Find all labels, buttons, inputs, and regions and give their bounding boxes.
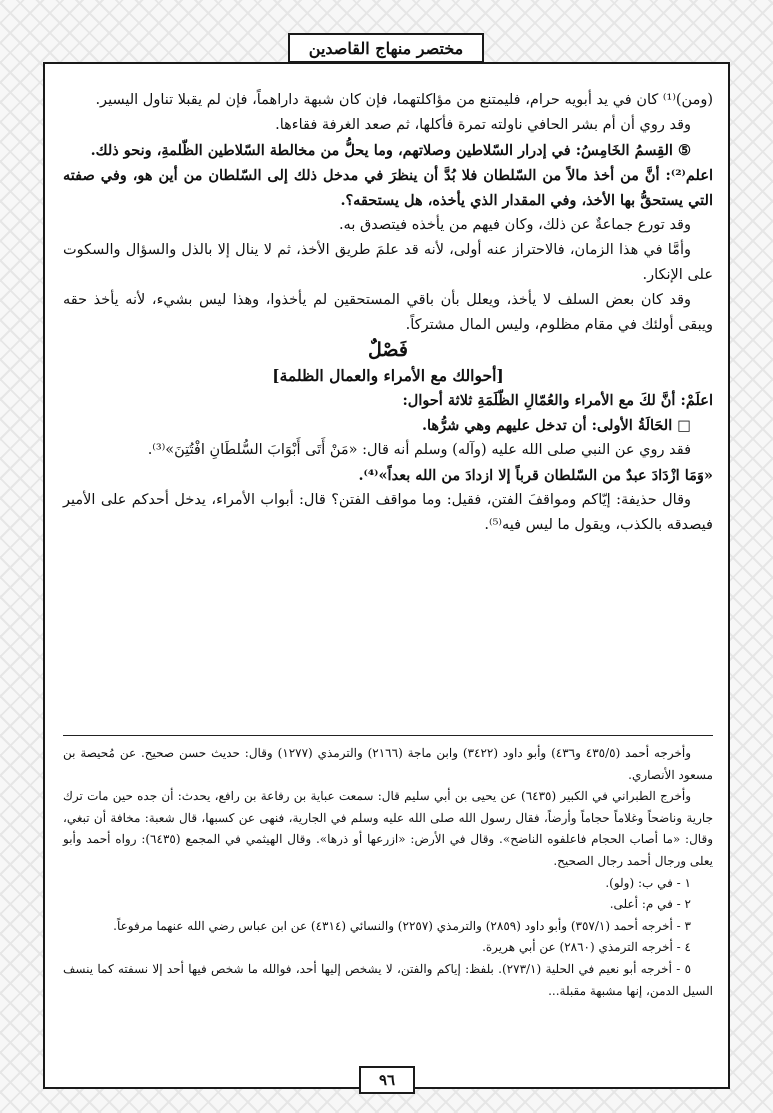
main-text — [63, 88, 713, 538]
footnote: ٣ - أخرجه أحمد (٣٥٧/١) وأبو داود (٢٨٥٩) والترمذي (٢٢٥٧) والنسائي (٤٣١٤) عن ابن عباس رضي الله عنهما مرفوعاً. — [113, 918, 691, 933]
running-header — [288, 33, 484, 63]
footnotes — [63, 743, 713, 1002]
paragraph: وأمَّا في هذا الزمان، فالاحتراز عنه أولى، لأنه قد علمَ طريق الأخذ، ثم لا ينال إلا بالذل والسؤال والسكوت على الإنكار. — [63, 242, 713, 283]
paragraph: وقد كان بعض السلف لا يأخذ، ويعلل بأن باقي المستحقين لم يأخذوا، وهذا ليس بشيء، لأنه يأخذ حقه ويبقى أولئك في مقام مظلوم، وليس المال مشتركاً. — [63, 292, 713, 333]
paragraph: اعلَمْ: أنَّ لكَ مع الأمراء والعُمّالِ الظّلَمَةِ ثلاثة أحوال: — [402, 392, 713, 409]
footnote-separator — [63, 735, 713, 736]
section-subtitle: [أحوالك مع الأمراء والعمال الظلمة] — [272, 366, 504, 385]
paragraph: «وَمَا ازْدَادَ عبدٌ من السّلطان قرباً إلا ازدادَ من الله بعداً»⁽⁴⁾. — [358, 467, 713, 484]
paragraph: وقال حذيفة: إيّاكم ومواقفَ الفتن، فقيل: وما مواقف الفتن؟ قال: أبواب الأمراء، يدخل أحدكم على الأمير فيصدقه بالكذب، ويقول ما ليس فيه⁽⁵⁾. — [63, 492, 713, 533]
page-number-box — [359, 1066, 415, 1094]
paragraph: وقد روي أن أم بشر الحافي ناولته تمرة فأكلها، ثم صعد الغرفة فقاءها. — [275, 117, 691, 133]
section-heading: فَصْلٌ — [368, 339, 408, 361]
footnote: ٢ - في م: أعلى. — [609, 897, 691, 912]
footnote: ٥ - أخرجه أبو نعيم في الحلية (٢٧٣/١). بلفظ: إياكم والفتن، لا يشخص إليها أحد، فوالله ما شخص فيها أحد إلا نسفته كما ينسف السيل الدمن، إنها مشبهة مقبلة... — [63, 961, 713, 998]
paragraph: □ الحَالَةُ الأولى: أن تدخل عليهم وهي شرُّها. — [421, 417, 691, 434]
footnote: ٤ - أخرجه الترمذي (٢٨٦٠) عن أبي هريرة. — [482, 940, 691, 955]
paragraph: اعلم⁽²⁾: أنَّ من أخذ مالاً من السّلطان فلا بُدَّ أن ينظرَ في مدخل ذلك إلى السّلطان من أين هو، وفي صفته التي يستحقُّ بها الأخذ، وفي المقدار الذي يأخذه، هل يستحقه؟. — [63, 167, 713, 209]
page-number: ٩٦ — [378, 1071, 396, 1089]
paragraph: (ومن)⁽¹⁾ كان في يد أبويه حرام، فليمتنع من مؤاكلتهما، فإن كان شبهة داراهماً، فإن لم يقبلا تناول اليسير. — [95, 92, 713, 108]
paragraph: فقد روي عن النبي صلى الله عليه (وآله) وسلم أنه قال: «مَنْ أَتَى أَبْوَابَ السُّلطَانِ افْتُتِنَ»⁽³⁾. — [147, 442, 691, 458]
book-title: مختصر منهاج القاصدين — [308, 38, 464, 58]
footnote: ١ - في ب: (ولو). — [605, 875, 691, 890]
section-five-heading: ⑤ القِسمُ الخَامِسُ: في إدرار السّلاطين وصلاتهم، وما يحلُّ من مخالطة السّلاطين الظّلمةِ، ونحو ذلك. — [90, 142, 691, 159]
footnote: وأخرج الطبراني في الكبير (٦٤٣٥) عن يحيى بن أبي سليم قال: سمعت عباية بن رفاعة بن رافع، يحدث: أن جده حين مات ترك جارية وناضحاً وغلاماً حجاماً وأرضاً، فقال رسول الله صلى الله عليه وسلم في الجارية، فنهى عن كسبها، قال شعبة: مخافة أن تبغي، وقال: «ما أصاب الحجام فاعلفوه الناضح». وقال في الأرض: «ازرعها أو ذرها». وقال الهيثمي في المجمع (٦٤٣٥): رواه أحمد وأبو يعلى ورجال أحمد رجال الصحيح. — [63, 789, 713, 868]
footnote: وأخرجه أحمد (٤٣٥/٥ و٤٣٦) وأبو داود (٣٤٢٢) وابن ماجة (٢١٦٦) والترمذي (١٢٧٧) وقال: حديث حسن صحيح. عن مُحيصة بن مسعود الأنصاري. — [63, 746, 713, 782]
paragraph: وقد تورع جماعةٌ عن ذلك، وكان فيهم من يأخذه فيتصدق به. — [338, 217, 691, 233]
